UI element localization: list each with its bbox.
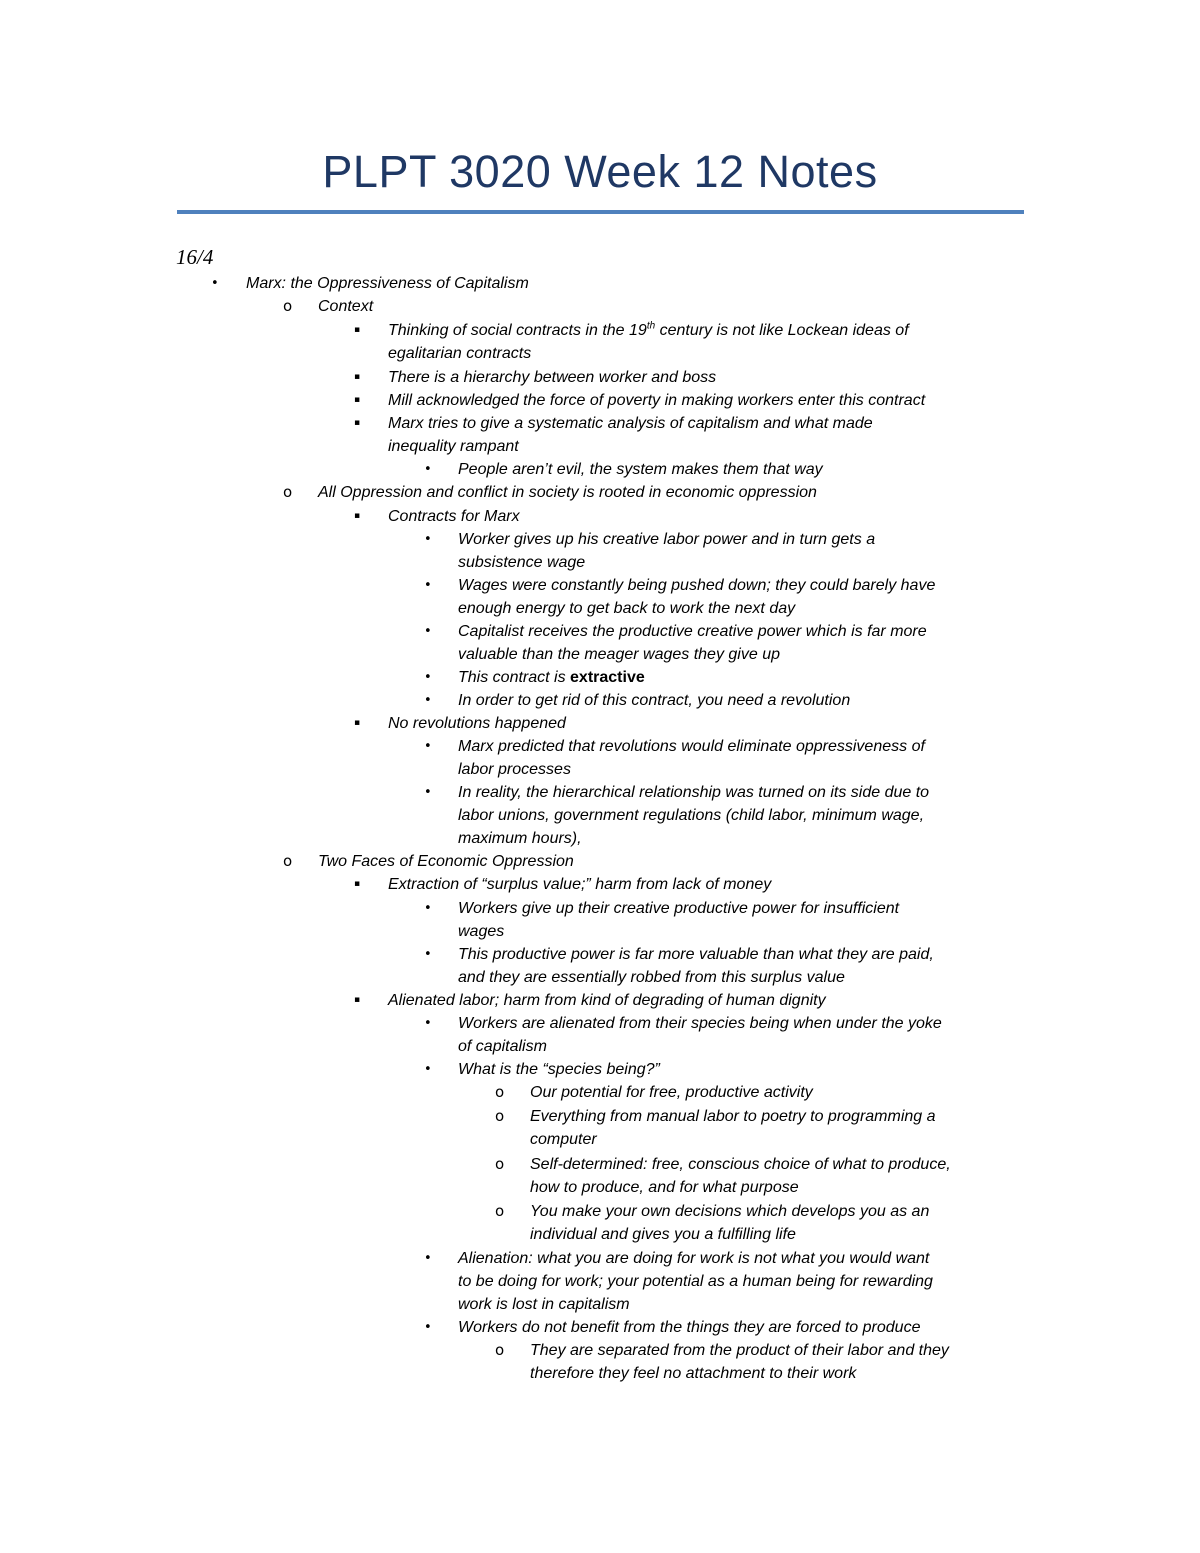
disc-bullet-icon: • <box>424 1251 432 1266</box>
list-item: This productive power is far more valuable than what they are paid, <box>458 946 934 963</box>
list-item: Marx tries to give a systematic analysis of capitalism and what made <box>388 415 873 432</box>
disc-bullet-icon: • <box>424 785 432 800</box>
list-item: Capitalist receives the productive creative power which is far more <box>458 623 927 640</box>
disc-bullet-icon: • <box>424 947 432 962</box>
disc-bullet-icon: • <box>424 462 432 477</box>
disc-bullet-icon: • <box>424 739 432 754</box>
square-bullet-icon: ▪ <box>354 718 361 728</box>
disc-bullet-icon: • <box>211 276 219 291</box>
list-item-continuation: labor unions, government regulations (child labor, minimum wage, <box>458 807 925 824</box>
list-item-continuation: individual and gives you a fulfilling life <box>530 1226 796 1243</box>
list-item-continuation: and they are essentially robbed from this surplus value <box>458 969 845 986</box>
list-item-continuation: therefore they feel no attachment to their work <box>530 1365 857 1382</box>
circle-bullet-icon: o <box>495 1202 505 1220</box>
date-heading: 16/4 <box>176 245 214 269</box>
list-item-continuation: how to produce, and for what purpose <box>530 1179 799 1196</box>
list-item: All Oppression and conflict in society is rooted in economic oppression <box>318 484 817 501</box>
list-item-continuation: labor processes <box>458 761 571 778</box>
circle-bullet-icon: o <box>495 1107 505 1125</box>
list-item-continuation: wages <box>458 923 505 940</box>
list-item: Self-determined: free, conscious choice of what to produce, <box>530 1156 951 1173</box>
list-item: Alienation: what you are doing for work is not what you would want <box>458 1250 930 1267</box>
list-item: Alienated labor; harm from kind of degrading of human dignity <box>388 992 826 1009</box>
disc-bullet-icon: • <box>424 693 432 708</box>
list-item: Context <box>318 298 374 315</box>
list-item: Contracts for Marx <box>388 508 520 525</box>
page-title: PLPT 3020 Week 12 Notes <box>322 146 878 197</box>
list-item: Workers do not benefit from the things they are forced to produce <box>458 1319 921 1336</box>
list-item-continuation: work is lost in capitalism <box>458 1296 630 1313</box>
square-bullet-icon: ▪ <box>354 418 361 428</box>
list-item: Everything from manual labor to poetry to programming a <box>530 1108 936 1125</box>
list-item: What is the “species being?” <box>458 1061 660 1078</box>
list-item: Marx predicted that revolutions would eliminate oppressiveness of <box>458 738 925 755</box>
list-item-continuation: inequality rampant <box>388 438 519 455</box>
list-item: In order to get rid of this contract, you need a revolution <box>458 692 851 709</box>
square-bullet-icon: ▪ <box>354 511 361 521</box>
list-item-continuation: maximum hours), <box>458 830 582 847</box>
list-item: Workers give up their creative productive power for insufficient <box>458 900 900 917</box>
list-item: In reality, the hierarchical relationship was turned on its side due to <box>458 784 930 801</box>
list-item: Workers are alienated from their species being when under the yoke <box>458 1015 942 1032</box>
circle-bullet-icon: o <box>495 1155 505 1173</box>
square-bullet-icon: ▪ <box>354 372 361 382</box>
list-item: Worker gives up his creative labor power and in turn gets a <box>458 531 876 548</box>
square-bullet-icon: ▪ <box>354 395 361 405</box>
list-item: There is a hierarchy between worker and boss <box>388 369 717 386</box>
list-item: Mill acknowledged the force of poverty in making workers enter this contract <box>388 392 926 409</box>
disc-bullet-icon: • <box>424 1016 432 1031</box>
disc-bullet-icon: • <box>424 624 432 639</box>
list-item-continuation: valuable than the meager wages they give up <box>458 646 780 663</box>
list-item: Thinking of social contracts in the 19th century is not like Lockean ideas of <box>388 320 909 339</box>
list-item: Our potential for free, productive activity <box>530 1084 813 1101</box>
list-item: They are separated from the product of their labor and they <box>530 1342 949 1359</box>
circle-bullet-icon: o <box>495 1341 505 1359</box>
list-item: Extraction of “surplus value;” harm from lack of money <box>388 876 772 893</box>
square-bullet-icon: ▪ <box>354 995 361 1005</box>
disc-bullet-icon: • <box>424 901 432 916</box>
list-item: No revolutions happened <box>388 715 566 732</box>
disc-bullet-icon: • <box>424 1062 432 1077</box>
list-item: This contract is extractive <box>458 669 645 686</box>
list-item-continuation: computer <box>530 1131 597 1148</box>
square-bullet-icon: ▪ <box>354 879 361 889</box>
disc-bullet-icon: • <box>424 578 432 593</box>
disc-bullet-icon: • <box>424 670 432 685</box>
list-item: Two Faces of Economic Oppression <box>318 853 574 870</box>
list-item-continuation: egalitarian contracts <box>388 345 532 362</box>
square-bullet-icon: ▪ <box>354 325 361 335</box>
disc-bullet-icon: • <box>424 532 432 547</box>
list-item: You make your own decisions which develops you as an <box>530 1203 930 1220</box>
list-item-continuation: to be doing for work; your potential as a human being for rewarding <box>458 1273 933 1290</box>
list-item: People aren’t evil, the system makes them that way <box>458 461 823 478</box>
disc-bullet-icon: • <box>424 1320 432 1335</box>
list-item-continuation: enough energy to get back to work the next day <box>458 600 796 617</box>
title-underline <box>177 210 1024 214</box>
circle-bullet-icon: o <box>283 483 293 501</box>
list-item-continuation: of capitalism <box>458 1038 547 1055</box>
circle-bullet-icon: o <box>495 1083 505 1101</box>
circle-bullet-icon: o <box>283 297 293 315</box>
list-item: Wages were constantly being pushed down; they could barely have <box>458 577 936 594</box>
list-item-continuation: subsistence wage <box>458 554 586 571</box>
circle-bullet-icon: o <box>283 852 293 870</box>
list-item: Marx: the Oppressiveness of Capitalism <box>246 275 529 292</box>
